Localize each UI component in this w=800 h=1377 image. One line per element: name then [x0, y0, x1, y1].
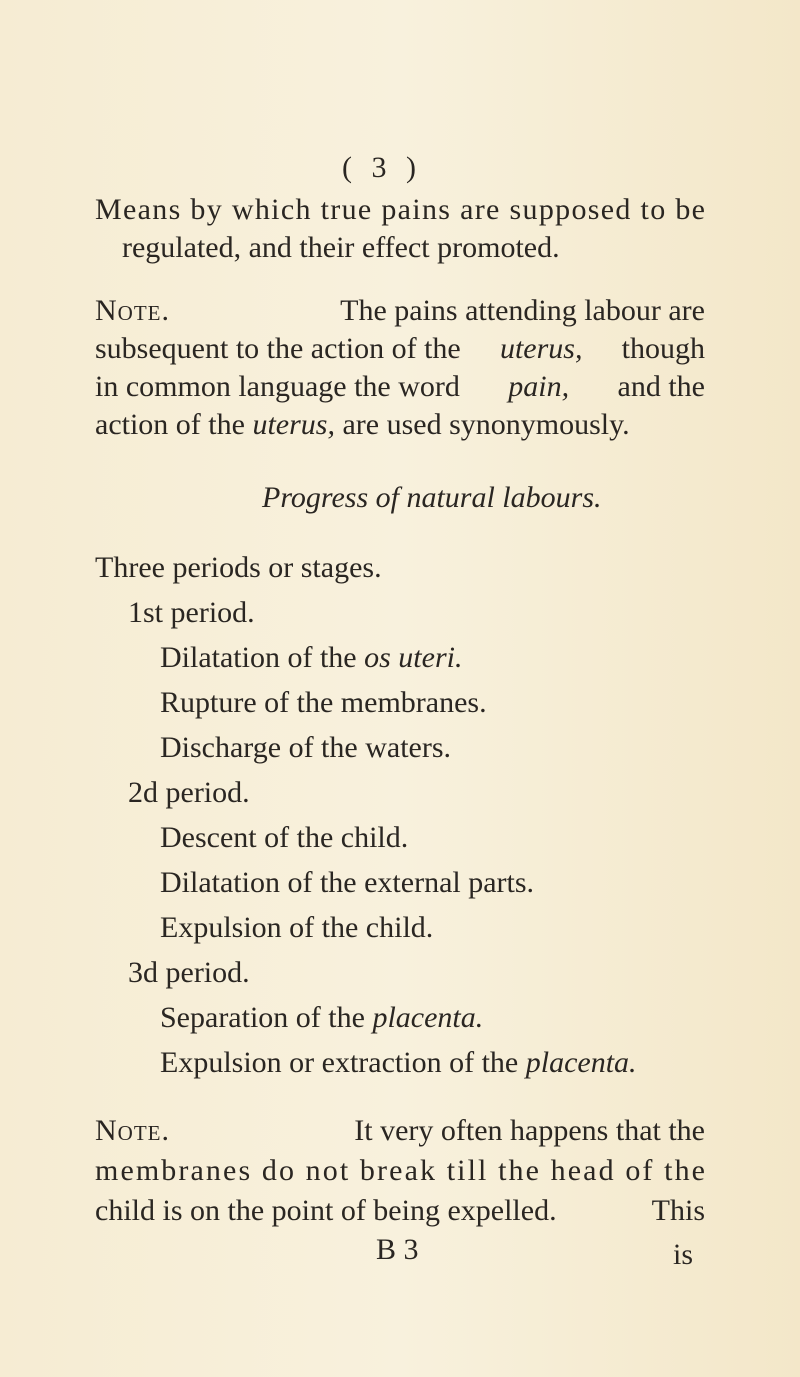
period-1-item-1: [160, 640, 462, 676]
note-1-line-1: [95, 293, 705, 329]
period-3-label: 3d period.: [128, 956, 250, 989]
section-title: [262, 480, 602, 516]
note-1-line-3: [95, 369, 705, 405]
note-text: in common language the word: [95, 370, 460, 403]
note-1-line-4: [95, 407, 630, 443]
period-2-item-2: Dilatation of the external parts.: [160, 866, 535, 899]
period-2-item-3: Expulsion of the child.: [160, 911, 434, 944]
note-1-line-2: [95, 331, 705, 367]
note-2-line-1: [95, 1113, 705, 1149]
note-2-line-2: membranes do not break till the head of the: [95, 1154, 708, 1187]
note-text: though: [621, 332, 705, 365]
note-2-line-3: [95, 1193, 705, 1229]
note-text: and the: [617, 370, 705, 403]
signature-mark: B 3: [376, 1233, 419, 1266]
heading-line-1: Means by which true pains are supposed to be: [95, 193, 707, 226]
note-text: are used synonymously.: [342, 408, 630, 441]
note-text-italic: pain,: [508, 370, 570, 403]
item-text-italic: placenta.: [525, 1046, 637, 1079]
period-3-item-1: [160, 1000, 483, 1036]
catchword: is: [673, 1238, 694, 1271]
period-1-item-3: Discharge of the waters.: [160, 731, 452, 764]
period-3-item-2: [160, 1045, 637, 1081]
period-1-label: 1st period.: [128, 596, 255, 629]
period-2-label: 2d period.: [128, 776, 250, 809]
item-text: Separation of the: [160, 1001, 365, 1034]
item-text: Expulsion or extraction of the: [160, 1046, 519, 1079]
note-text: subsequent to the action of the: [95, 332, 461, 365]
page-number: ( 3 ): [342, 151, 422, 184]
note-text-italic: uterus,: [499, 332, 583, 365]
item-text-italic: os uteri.: [364, 641, 463, 674]
note-text: child is on the point of being expelled.: [95, 1194, 557, 1227]
note-label: Note.: [95, 1114, 170, 1147]
note-text: This: [651, 1194, 705, 1227]
item-text-italic: placenta.: [372, 1001, 484, 1034]
item-text: Dilatation of the: [160, 641, 357, 674]
section-title-part-1: Progress: [262, 481, 369, 514]
period-2-item-1: Descent of the child.: [160, 821, 409, 854]
note-label: Note.: [95, 294, 170, 327]
note-text: The pains attending labour are: [340, 294, 705, 327]
heading-line-2: regulated, and their effect promoted.: [122, 231, 560, 264]
note-text: It very often happens that the: [354, 1114, 705, 1147]
note-text: action of the: [95, 408, 245, 441]
section-title-part-2: of natural labours.: [375, 481, 602, 514]
period-1-item-2: Rupture of the membranes.: [160, 686, 487, 719]
stages-intro: Three periods or stages.: [95, 551, 382, 584]
note-text-italic: uterus,: [252, 408, 335, 441]
